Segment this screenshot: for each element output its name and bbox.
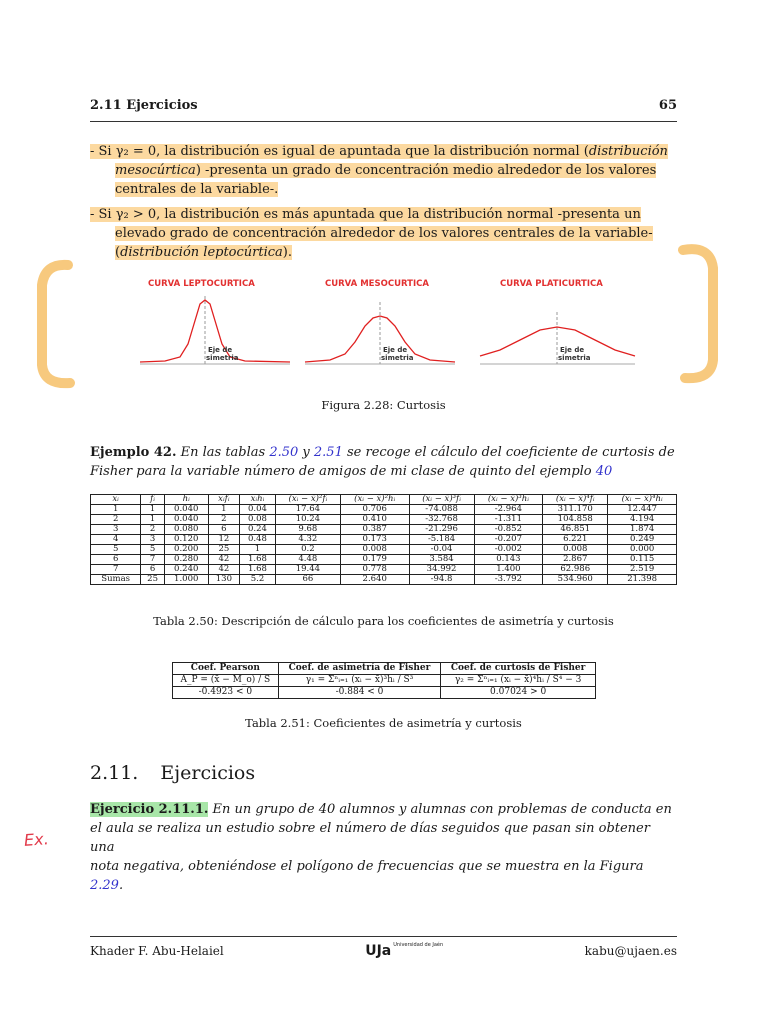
bullet-dash: - Si: [90, 207, 116, 222]
table-header-row: [91, 495, 677, 505]
logo-text: UJa: [365, 943, 392, 959]
page-number: 65: [658, 98, 677, 113]
table-cell: 0.040: [164, 515, 208, 525]
table-cell: 0.200: [164, 545, 208, 555]
table-cell: 1.874: [608, 525, 677, 535]
table-cell: 0.080: [164, 525, 208, 535]
table-cell: 42: [208, 565, 240, 575]
table-cell: 12.447: [608, 505, 677, 515]
value-row: [173, 687, 596, 699]
left-bracket-mark: [30, 255, 80, 395]
formula-row: [173, 675, 596, 687]
table-cell: Sumas: [91, 575, 141, 585]
value-cell: -0.4923 < 0: [173, 687, 279, 699]
table-cell: 4.32: [275, 535, 340, 545]
table-cell: 311.170: [543, 505, 608, 515]
table-cell: 0.48: [240, 535, 276, 545]
university-logo: [365, 943, 443, 959]
table-cell: 62.986: [543, 565, 608, 575]
section-number: 2.11.: [90, 762, 139, 784]
table-row: [91, 525, 677, 535]
table-cell: 1.68: [240, 555, 276, 565]
table-cell: 1: [91, 505, 141, 515]
axis-label: Eje de: [383, 346, 408, 354]
table-cell: 1: [141, 515, 165, 525]
table-cell: 0.143: [474, 555, 543, 565]
value-cell: 0.07024 > 0: [441, 687, 596, 699]
axis-label: Eje de: [208, 346, 233, 354]
col-header: Coef. Pearson: [173, 663, 279, 675]
table-cell: -94.8: [409, 575, 474, 585]
table-row: [91, 555, 677, 565]
table-cell: 6: [91, 555, 141, 565]
table-row: [91, 545, 677, 555]
table-cell: 0.08: [240, 515, 276, 525]
table-cell: 2.519: [608, 565, 677, 575]
header-rule: [90, 121, 677, 122]
col-header: Coef. de curtosis de Fisher: [441, 663, 596, 675]
formula-cell: A_P = (x̄ − M_o) / S: [173, 675, 279, 687]
table-cell: 2: [208, 515, 240, 525]
axis-label: simetria: [381, 354, 414, 362]
table-ref-link[interactable]: 2.50: [269, 445, 299, 460]
table-cell: 1.400: [474, 565, 543, 575]
handwritten-note: Ex.: [23, 829, 50, 850]
header-section: 2.11 Ejercicios: [90, 98, 198, 113]
table-cell: 19.44: [275, 565, 340, 575]
table-cell: 0.24: [240, 525, 276, 535]
table-cell: 6: [208, 525, 240, 535]
section-heading: [90, 762, 255, 784]
axis-label: simetria: [558, 354, 591, 362]
table-cell: -0.002: [474, 545, 543, 555]
bullet-text: ).: [282, 245, 293, 260]
table-cell: 4.48: [275, 555, 340, 565]
page-footer: [90, 943, 677, 959]
bullet-text: elevado grado de concentración alrededor de los valores centrales de la variable-: [115, 226, 653, 241]
table-cell: -0.852: [474, 525, 543, 535]
curve-leptocurtica: [140, 279, 290, 364]
example-text: se recoge el cálculo del coeficiente de curtosis de: [342, 445, 675, 460]
example-ref-link[interactable]: 40: [595, 464, 613, 479]
formula-cell: γ₁ = Σⁿᵢ₌₁ (xᵢ − x̄)³hᵢ / S³: [278, 675, 441, 687]
right-bracket-mark: [675, 240, 725, 390]
example-text: Fisher para la variable número de amigos de mi clase de quinto del ejemplo: [90, 464, 596, 479]
axis-label: simetria: [206, 354, 239, 362]
col-header: (xᵢ − x̄)³fᵢ: [409, 495, 474, 505]
table-cell: 0.280: [164, 555, 208, 565]
table-cell: 6.221: [543, 535, 608, 545]
table-cell: 3.584: [409, 555, 474, 565]
col-header: hᵢ: [164, 495, 208, 505]
table-cell: 10.24: [275, 515, 340, 525]
col-header: (xᵢ − x̄)³hᵢ: [474, 495, 543, 505]
table-cell: -0.04: [409, 545, 474, 555]
table-cell: 104.858: [543, 515, 608, 525]
section-title: Ejercicios: [160, 762, 256, 784]
table-cell: 6: [141, 565, 165, 575]
exercise-label: Ejercicio 2.11.1.: [90, 802, 209, 817]
bullet-text: , la distribución es igual de apuntada que la distribución normal (: [156, 144, 589, 159]
col-header: xᵢhᵢ: [240, 495, 276, 505]
table-cell: 25: [141, 575, 165, 585]
table-row: [91, 515, 677, 525]
bullet-leptocurtica: [90, 205, 677, 262]
table-2-50: [90, 494, 677, 585]
formula-cell: γ₂ = Σⁿᵢ₌₁ (xᵢ − x̄)⁴hᵢ / S⁴ − 3: [441, 675, 596, 687]
col-header: (xᵢ − x̄)⁴hᵢ: [608, 495, 677, 505]
exercise-text: En un grupo de 40 alumnos y alumnas con problemas de conducta en: [208, 802, 672, 817]
table-cell: 0.120: [164, 535, 208, 545]
logo-subtext: Universidad de Jaén: [393, 942, 444, 948]
bullet-text: , la distribución es más apuntada que la distribución normal -presenta un: [156, 207, 641, 222]
bullet-text: (: [115, 245, 121, 260]
table-cell: -5.184: [409, 535, 474, 545]
table-row: [91, 535, 677, 545]
bullet-dash: - Si: [90, 144, 116, 159]
table-cell: 2.640: [340, 575, 409, 585]
math-gamma2-gt: γ₂ > 0: [115, 207, 157, 222]
table-cell: -2.964: [474, 505, 543, 515]
exercise-text: .: [118, 878, 124, 893]
curve-title: CURVA LEPTOCURTICA: [148, 279, 255, 289]
table-cell: 0.249: [608, 535, 677, 545]
curve-platicurtica: [480, 279, 635, 364]
table-cell: 1.000: [164, 575, 208, 585]
bullet-em: distribución: [588, 144, 668, 159]
table-cell: -3.792: [474, 575, 543, 585]
col-header: fᵢ: [141, 495, 165, 505]
table-cell: -32.768: [409, 515, 474, 525]
table-cell: 0.008: [543, 545, 608, 555]
table-cell: 4.194: [608, 515, 677, 525]
table-cell: 46.851: [543, 525, 608, 535]
example-label: Ejemplo 42.: [90, 445, 177, 460]
table-cell: 130: [208, 575, 240, 585]
table-cell: 5: [141, 545, 165, 555]
table-50-caption: Tabla 2.50: Descripción de cálculo para los coeficientes de asimetría y curtosis: [153, 614, 614, 628]
table-cell: 7: [91, 565, 141, 575]
table-row: [91, 565, 677, 575]
value-cell: -0.884 < 0: [278, 687, 441, 699]
col-header: Coef. de asimetría de Fisher: [278, 663, 441, 675]
table-cell: 0.410: [340, 515, 409, 525]
table-cell: 5.2: [240, 575, 276, 585]
table-ref-link[interactable]: 2.51: [313, 445, 343, 460]
math-gamma2-eq: γ₂ = 0: [115, 144, 157, 159]
bullet-text: centrales de la variable-.: [115, 182, 279, 197]
axis-label: Eje de: [560, 346, 585, 354]
running-header: [90, 98, 677, 113]
table-cell: 1: [240, 545, 276, 555]
table-cell: 34.992: [409, 565, 474, 575]
table-cell: 0.000: [608, 545, 677, 555]
table-cell: 0.040: [164, 505, 208, 515]
table-cell: 0.04: [240, 505, 276, 515]
example-text: En las tablas: [176, 445, 270, 460]
table-cell: -21.296: [409, 525, 474, 535]
bullet-em: distribución leptocúrtica: [120, 245, 283, 260]
table-cell: 1.68: [240, 565, 276, 575]
table-51-caption: Tabla 2.51: Coeficientes de asimetría y curtosis: [245, 716, 522, 730]
example-text: y: [298, 445, 314, 460]
table-2-51: [172, 662, 596, 699]
table-cell: 12: [208, 535, 240, 545]
table-cell: 4: [91, 535, 141, 545]
table-cell: 0.778: [340, 565, 409, 575]
footer-author: Khader F. Abu-Helaiel: [90, 944, 224, 958]
bullet-em: mesocúrtica: [115, 163, 196, 178]
table-cell: 1: [208, 505, 240, 515]
exercise-text: nota negativa, obteniéndose el polígono de frecuencias que se muestra en la Figura: [90, 859, 644, 874]
table-cell: 21.398: [608, 575, 677, 585]
table-cell: 2.867: [543, 555, 608, 565]
table-cell: 0.179: [340, 555, 409, 565]
table-cell: 0.240: [164, 565, 208, 575]
table-cell: 0.706: [340, 505, 409, 515]
curve-title: CURVA PLATICURTICA: [500, 279, 603, 289]
table-cell: 2: [91, 515, 141, 525]
curve-title: CURVA MESOCURTICA: [325, 279, 429, 289]
exercise-text: el aula se realiza un estudio sobre el número de días seguidos que pasan sin obtener una: [90, 821, 650, 855]
bullet-text: ) -presenta un grado de concentración medio alrededor de los valores: [195, 163, 657, 178]
table-sum-row: [91, 575, 677, 585]
table-cell: 9.68: [275, 525, 340, 535]
table-cell: 66: [275, 575, 340, 585]
table-cell: 0.173: [340, 535, 409, 545]
table-cell: 1: [141, 505, 165, 515]
curve-mesocurtica: [305, 279, 455, 364]
table-cell: -1.311: [474, 515, 543, 525]
figure-caption: Figura 2.28: Curtosis: [321, 398, 446, 412]
table-cell: -0.207: [474, 535, 543, 545]
table-cell: 5: [91, 545, 141, 555]
example-42: [90, 443, 677, 481]
table-cell: 0.115: [608, 555, 677, 565]
table-cell: 17.64: [275, 505, 340, 515]
table-cell: 25: [208, 545, 240, 555]
table-cell: 7: [141, 555, 165, 565]
table-cell: 3: [91, 525, 141, 535]
table-cell: 0.008: [340, 545, 409, 555]
col-header: (xᵢ − x̄)²fᵢ: [275, 495, 340, 505]
table-row: [91, 505, 677, 515]
table-cell: 0.2: [275, 545, 340, 555]
table-cell: -74.088: [409, 505, 474, 515]
table-cell: 42: [208, 555, 240, 565]
col-header: (xᵢ − x̄)⁴fᵢ: [543, 495, 608, 505]
exercise-2-11-1: [90, 800, 677, 895]
footer-rule: [90, 936, 677, 937]
figure-ref-link[interactable]: 2.29: [90, 878, 119, 893]
col-header: (xᵢ − x̄)²hᵢ: [340, 495, 409, 505]
col-header: xᵢ: [91, 495, 141, 505]
table-header-row: [173, 663, 596, 675]
bullet-mesocurtica: [90, 142, 677, 199]
table-cell: 0.387: [340, 525, 409, 535]
curtosis-figure: [120, 272, 645, 382]
col-header: xᵢfᵢ: [208, 495, 240, 505]
table-cell: 534.960: [543, 575, 608, 585]
table-cell: 3: [141, 535, 165, 545]
table-cell: 2: [141, 525, 165, 535]
footer-email[interactable]: kabu@ujaen.es: [584, 944, 677, 958]
